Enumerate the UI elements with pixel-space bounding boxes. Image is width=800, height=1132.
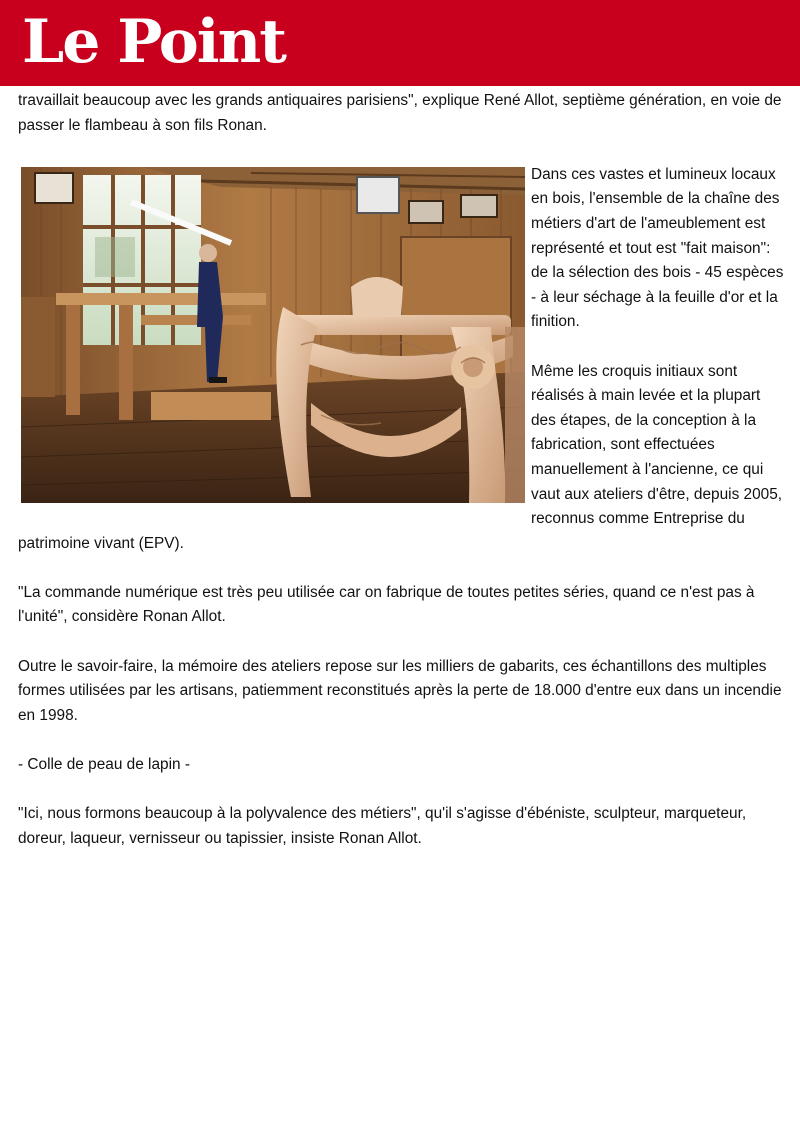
- section-subheading: - Colle de peau de lapin -: [18, 756, 190, 774]
- article-paragraph: travaillait beaucoup avec les grands antiquaires parisiens", explique René Allot, septième génération, en voie de passer le flambeau à son fils Ronan.: [18, 92, 782, 134]
- article-paragraph: Outre le savoir-faire, la mémoire des ateliers repose sur les milliers de gabarits, ces échantillons des multiples formes utilisées par les artisans, patiemment reconstitués après la perte de 18.000 d'entre eux dans un incendie en 1998.: [18, 657, 782, 724]
- article-paragraph: "Ici, nous formons beaucoup à la polyvalence des métiers", qu'il s'agisse d'ébéniste, sculpteur, marqueteur, doreur, laqueur, vernisseur ou tapissier, insiste Ronan Allot.: [18, 805, 747, 847]
- article-paragraph: Même les croquis initiaux sont réalisés à main levée et la plupart des étapes, de la conception à la fabrication, sont effectuées manuellement à l'ancienne, ce qui vaut aux ateliers d'être, depuis 2005, reconnus comme Entreprise du patrimoine vivant (EPV).: [18, 362, 783, 552]
- article-body: [18, 89, 784, 876]
- article-paragraph: Dans ces vastes et lumineux locaux en bois, l'ensemble de la chaîne des métiers d'art de l'ameublement est représenté et tout est "fait maison": de la sélection des bois - 45 espèces - à leur séchage à la feuille d'or et la finition.: [531, 165, 784, 331]
- workshop-photo: [21, 167, 525, 503]
- le-point-logo[interactable]: Le Point: [22, 7, 285, 77]
- article-paragraph: "La commande numérique est très peu utilisée car on fabrique de toutes petites séries, quand ce n'est pas à l'unité", considère Ronan Allot.: [18, 583, 755, 626]
- masthead: [0, 0, 800, 86]
